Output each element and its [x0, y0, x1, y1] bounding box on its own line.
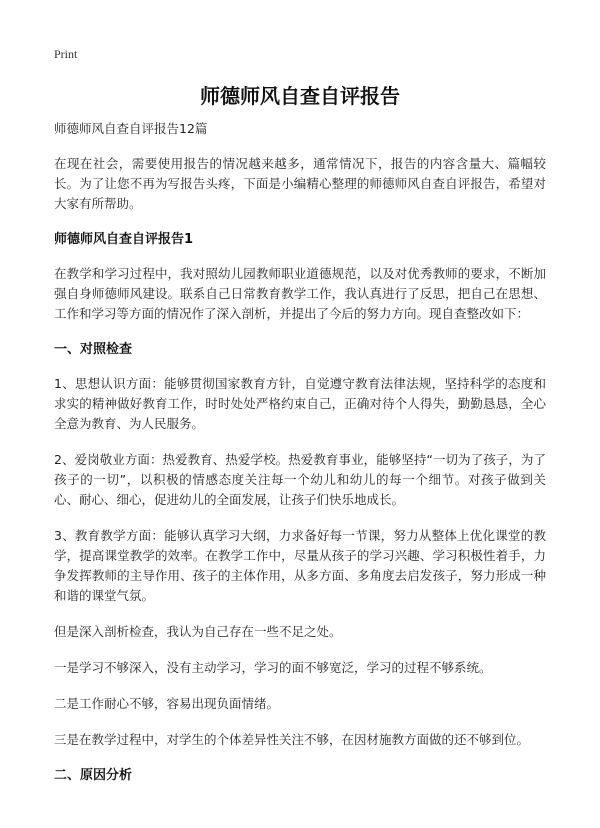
section-intro-paragraph: 在教学和学习过程中，我对照幼儿园教师职业道德规范，以及对优秀教师的要求，不断加强自身师德师风建设。联系自己日常教育教学工作，我认真进行了反思，把自己在思想、工作和学习等方面的情况作了深入剖析，并提出了今后的努力方向。现自查整改如下： [54, 266, 546, 321]
shortcoming-1: 一是学习不够深入，没有主动学习，学习的面不够宽泛，学习的过程不够系统。 [54, 660, 492, 675]
shortcoming-intro: 但是深入剖析检查，我认为自己存在一些不足之处。 [54, 624, 342, 639]
intro-paragraph: 在现在社会，需要使用报告的情况越来越多，通常情况下，报告的内容含量大、篇幅较长。为了让您不再为写报告头疼，下面是小编精心整理的师德师风自查自评报告，希望对大家有所帮助。 [54, 156, 546, 211]
heading-cause-analysis: 二、原因分析 [54, 768, 133, 783]
check-item-2: 2、爱岗敬业方面：热爱教育、热爱学校。热爱教育事业，能够坚持“一切为了孩子，为了孩子的一切”，以积极的情感态度关注每一个幼儿和幼儿的每一个细节。对孩子做到关心、耐心、细心，促进幼儿的全面发展，让孩子们快乐地成长。 [54, 452, 546, 507]
check-item-1: 1、思想认识方面：能够贯彻国家教育方针，自觉遵守教育法律法规，坚持科学的态度和求实的精神做好教育工作，时时处处严格约束自己，正确对待个人得失，勤勤恳恳，全心全意为教育、为人民服务。 [54, 376, 546, 431]
print-label: Print [54, 47, 78, 61]
document-subtitle: 师德师风自查自评报告12篇 [54, 121, 208, 136]
heading-check: 一、对照检查 [54, 342, 133, 357]
section-title: 师德师风自查自评报告1 [54, 232, 194, 247]
shortcoming-3: 三是在教学过程中，对学生的个体差异性关注不够，在因材施教方面做的还不够到位。 [54, 732, 530, 747]
check-item-3: 3、教育教学方面：能够认真学习大纲，力求备好每一节课，努力从整体上优化课堂的教学，提高课堂教学的效率。在教学工作中，尽量从孩子的学习兴趣、学习积极性着手，力争发挥教师的主导作用、孩子的主体作用，从多方面、多角度去启发孩子，努力形成一种和谐的课堂气氛。 [54, 528, 546, 603]
document-title: 师德师风自查自评报告 [200, 84, 400, 108]
shortcoming-2: 二是工作耐心不够，容易出现负面情绪。 [54, 696, 280, 711]
